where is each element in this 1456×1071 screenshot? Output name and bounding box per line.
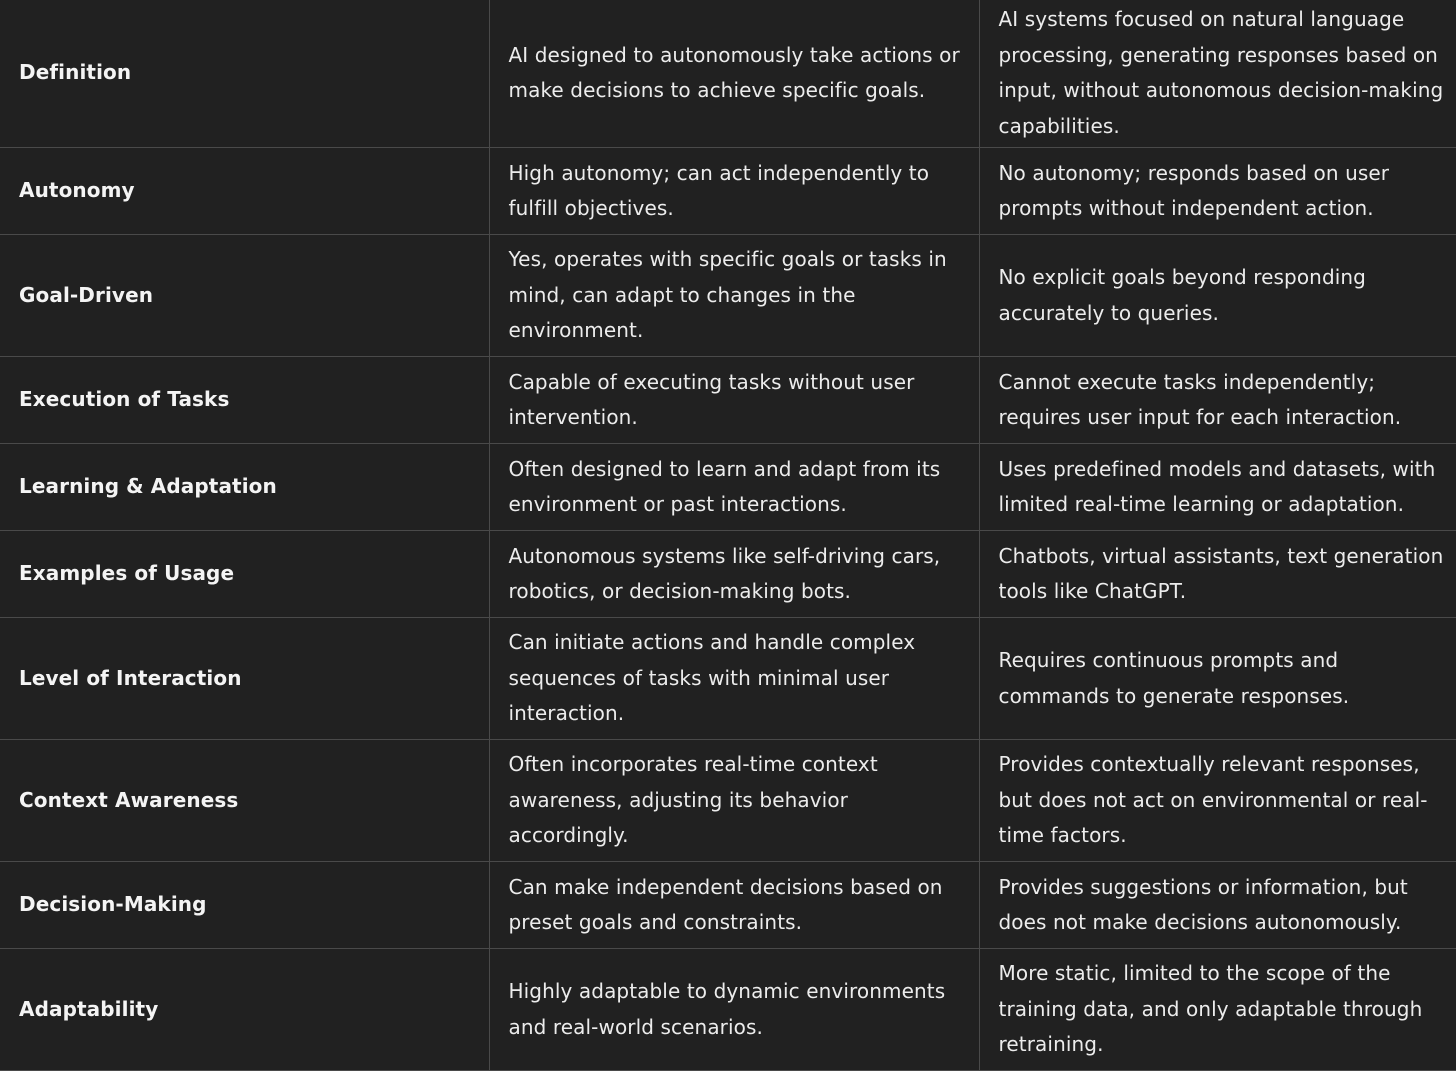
- agentic-ai-cell: High autonomy; can act independently to fulfill objectives.: [489, 148, 979, 235]
- generative-ai-cell: No autonomy; responds based on user prompts without independent action.: [979, 148, 1456, 235]
- table-row: [0, 235, 1456, 357]
- row-attribute-label: Autonomy: [0, 148, 489, 235]
- agentic-ai-cell: Capable of executing tasks without user intervention.: [489, 357, 979, 444]
- row-attribute-label: Decision-Making: [0, 862, 489, 949]
- agentic-ai-cell: Can make independent decisions based on preset goals and constraints.: [489, 862, 979, 949]
- table-row: [0, 531, 1456, 618]
- generative-ai-cell: Cannot execute tasks independently; requires user input for each interaction.: [979, 357, 1456, 444]
- agentic-ai-cell: Often incorporates real-time context awareness, adjusting its behavior accordingly.: [489, 740, 979, 862]
- table-row: [0, 949, 1456, 1071]
- agentic-ai-cell: Yes, operates with specific goals or tasks in mind, can adapt to changes in the environment.: [489, 235, 979, 357]
- row-attribute-label: Execution of Tasks: [0, 357, 489, 444]
- agentic-ai-cell: Autonomous systems like self-driving cars, robotics, or decision-making bots.: [489, 531, 979, 618]
- generative-ai-cell: Uses predefined models and datasets, with limited real-time learning or adaptation.: [979, 444, 1456, 531]
- row-attribute-label: Examples of Usage: [0, 531, 489, 618]
- agentic-ai-cell: AI designed to autonomously take actions or make decisions to achieve specific goals.: [489, 0, 979, 148]
- table-row: [0, 618, 1456, 740]
- generative-ai-cell: Provides suggestions or information, but does not make decisions autonomously.: [979, 862, 1456, 949]
- row-attribute-label: Goal-Driven: [0, 235, 489, 357]
- table-row: [0, 148, 1456, 235]
- table-row: [0, 357, 1456, 444]
- row-attribute-label: Adaptability: [0, 949, 489, 1071]
- row-attribute-label: Learning & Adaptation: [0, 444, 489, 531]
- table-row: [0, 444, 1456, 531]
- generative-ai-cell: No explicit goals beyond responding accurately to queries.: [979, 235, 1456, 357]
- agentic-ai-cell: Often designed to learn and adapt from its environment or past interactions.: [489, 444, 979, 531]
- row-attribute-label: Context Awareness: [0, 740, 489, 862]
- agentic-ai-cell: Highly adaptable to dynamic environments and real-world scenarios.: [489, 949, 979, 1071]
- table-row: [0, 0, 1456, 148]
- generative-ai-cell: More static, limited to the scope of the training data, and only adaptable through retraining.: [979, 949, 1456, 1071]
- row-attribute-label: Level of Interaction: [0, 618, 489, 740]
- generative-ai-cell: AI systems focused on natural language processing, generating responses based on input, without autonomous decision-making capabilities.: [979, 0, 1456, 148]
- table-row: [0, 862, 1456, 949]
- agentic-ai-cell: Can initiate actions and handle complex sequences of tasks with minimal user interaction.: [489, 618, 979, 740]
- table-row: [0, 740, 1456, 862]
- generative-ai-cell: Provides contextually relevant responses, but does not act on environmental or real-time factors.: [979, 740, 1456, 862]
- generative-ai-cell: Chatbots, virtual assistants, text generation tools like ChatGPT.: [979, 531, 1456, 618]
- generative-ai-cell: Requires continuous prompts and commands to generate responses.: [979, 618, 1456, 740]
- row-attribute-label: Definition: [0, 0, 489, 148]
